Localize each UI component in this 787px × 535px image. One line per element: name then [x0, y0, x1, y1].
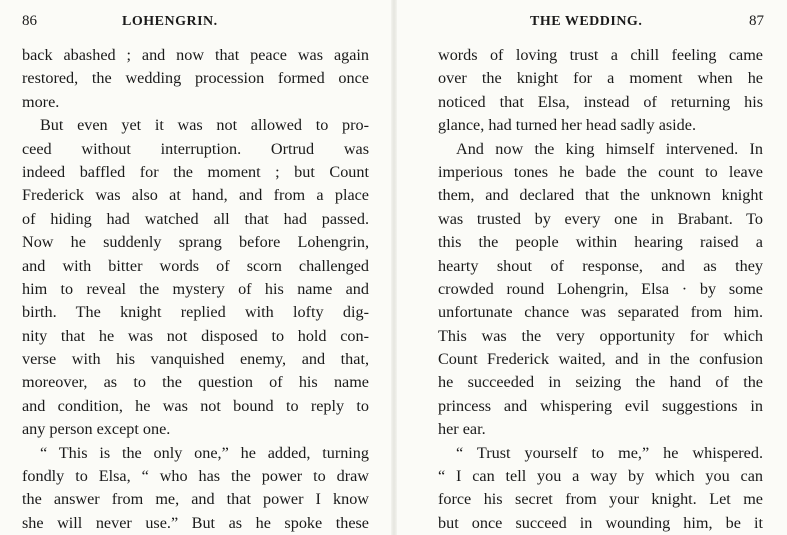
text-line: verse with his vanquished enemy, and that, [22, 350, 369, 369]
text-line: any person except one. [22, 420, 171, 439]
text-line: and with bitter words of scorn challenged [22, 256, 369, 275]
text-line: and condition, he was not bound to reply to [22, 396, 369, 415]
text-line: over the knight for a moment when he [438, 69, 763, 88]
text-line: fondly to Elsa, “ who has the power to draw [22, 467, 369, 486]
text-line: But even yet it was not allowed to pro- [40, 116, 369, 135]
text-line: the answer from me, and that power I know [22, 490, 369, 509]
page-text [22, 44, 369, 535]
text-line: of hiding had watched all that had passed. [22, 209, 369, 228]
text-line: him to reveal the mystery of his name and [22, 279, 369, 298]
text-line: her ear. [438, 420, 486, 439]
text-line: noticed that Elsa, instead of returning his [438, 92, 763, 111]
text-line: Now he suddenly sprang before Lohengrin, [22, 233, 369, 252]
running-head: THE WEDDING. [530, 14, 643, 29]
right-page [395, 0, 787, 535]
text-line: restored, the wedding procession formed once [22, 69, 369, 88]
text-line: imperious tones he bade the count to leave [438, 162, 763, 181]
text-line: this the people within hearing raised a [438, 233, 763, 252]
text-line: “ Trust yourself to me,” he whispered. [456, 443, 763, 462]
text-line: crowded round Lohengrin, Elsa · by some [438, 279, 763, 298]
running-head: LOHENGRIN. [122, 14, 218, 29]
text-line: birth. The knight replied with lofty dig- [22, 303, 369, 322]
text-line: glance, had turned her head sadly aside. [438, 116, 696, 135]
text-line: unfortunate chance was separated from him. [438, 303, 763, 322]
text-line: “ This is the only one,” he added, turning [40, 443, 369, 462]
text-line: she will never use.” But as he spoke these [22, 513, 369, 532]
text-line: ceed without interruption. Ortrud was [22, 139, 369, 158]
text-line: moreover, as to the question of his name [22, 373, 369, 392]
left-page [0, 0, 392, 535]
text-line: was trusted by every one in Brabant. To [438, 209, 763, 228]
page-number: 86 [22, 13, 37, 29]
page-number: 87 [749, 13, 764, 29]
text-line: hearty shout of response, and as they [438, 256, 763, 275]
text-line: back abashed ; and now that peace was again [22, 46, 369, 64]
text-line: words of loving trust a chill feeling came [438, 46, 763, 64]
page-text [438, 44, 763, 535]
text-line: force his secret from your knight. Let me [438, 490, 763, 509]
text-line: Count Frederick waited, and in the confusion [438, 350, 763, 369]
text-line: indeed baffled for the moment ; but Count [22, 162, 369, 181]
text-line: more. [22, 92, 60, 111]
text-line: them, and declared that the unknown knight [438, 186, 763, 205]
text-line: This was the very opportunity for which [438, 326, 763, 345]
text-line: Frederick was also at hand, and from a place [22, 186, 369, 205]
text-line: And now the king himself intervened. In [456, 139, 763, 158]
text-line: but once succeed in wounding him, be it [438, 513, 763, 532]
text-line: princess and whispering evil suggestions in [438, 396, 763, 415]
text-line: “ I can tell you a way by which you can [438, 467, 763, 486]
text-line: nity that he was not disposed to hold con- [22, 326, 369, 345]
text-line: he succeeded in seizing the hand of the [438, 373, 763, 392]
